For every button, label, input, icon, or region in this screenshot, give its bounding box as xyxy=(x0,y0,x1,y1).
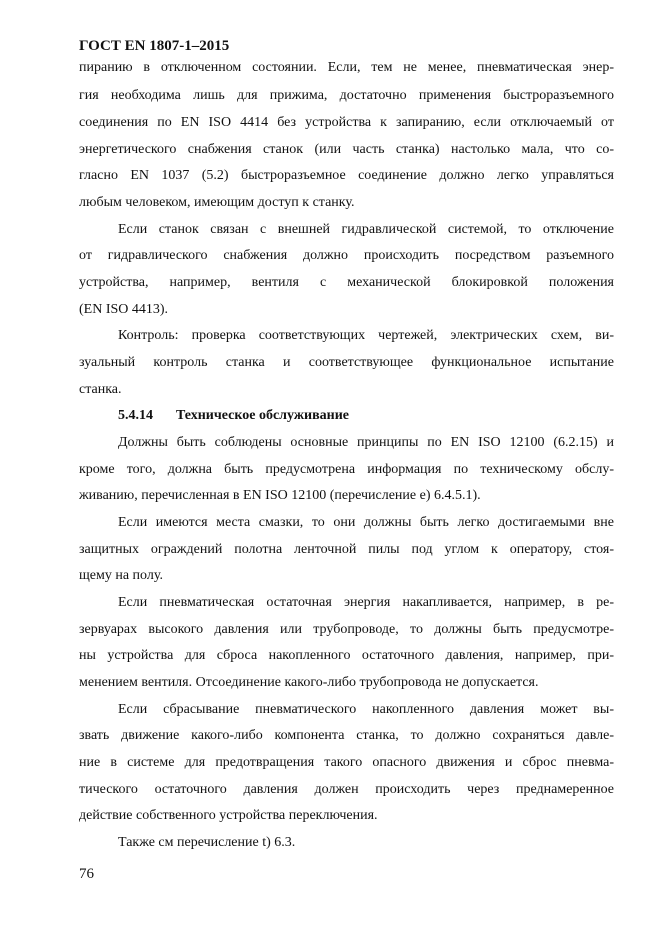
text-line: зуальный контроль станка и соответствующее функциональное испытание xyxy=(79,355,614,370)
text-line: (EN ISO 4413). xyxy=(79,302,169,317)
text-line: звать движение какого-либо компонента станка, то должно сохраняться давле- xyxy=(79,728,614,743)
text-line: соединения по EN ISO 4414 без устройства к запиранию, если отключаемый от xyxy=(79,115,614,130)
page-number: 76 xyxy=(79,866,94,882)
section-heading xyxy=(118,406,349,426)
text-line: станка. xyxy=(79,382,122,397)
text-line: ние в системе для предотвращения такого опасного движения и сброс пневма- xyxy=(79,755,614,770)
text-line: от гидравлического снабжения должно происходить посредством разъемного xyxy=(79,248,614,263)
text-line: тического остаточного давления должен происходить через преднамеренное xyxy=(79,782,614,797)
text-line: менением вентиля. Отсоединение какого-либо трубопровода не допускается. xyxy=(79,675,539,690)
text-line: гия необходима лишь для прижима, достаточно применения быстроразъемного xyxy=(79,88,614,103)
section-title: Техническое обслуживание xyxy=(176,408,349,423)
text-line: защитных ограждений полотна ленточной пилы под углом к оператору, стоя- xyxy=(79,542,614,557)
text-line: ны устройства для сброса накопленного остаточного давления, например, при- xyxy=(79,648,614,663)
text-line: энергетического снабжения станок (или часть станка) настолько мала, что со- xyxy=(79,142,614,157)
paragraph-first-line: Также см перечисление t) 6.3. xyxy=(118,835,296,850)
text-line: кроме того, должна быть предусмотрена информация по техническому обслу- xyxy=(79,462,614,477)
text-line: устройства, например, вентиля с механической блокировкой положения xyxy=(79,275,614,290)
text-line: живанию, перечисленная в EN ISO 12100 (перечисление е) 6.4.5.1). xyxy=(79,488,481,503)
document-header: ГОСТ EN 1807-1–2015 xyxy=(79,38,230,54)
text-line: пиранию в отключенном состоянии. Если, тем не менее, пневматическая энер- xyxy=(79,60,614,75)
paragraph-first-line: Должны быть соблюдены основные принципы по EN ISO 12100 (6.2.15) и xyxy=(118,435,614,450)
text-line: любым человеком, имеющим доступ к станку. xyxy=(79,195,355,210)
paragraph-first-line: Если станок связан с внешней гидравлической системой, то отключение xyxy=(118,222,614,237)
paragraph-first-line: Контроль: проверка соответствующих чертежей, электрических схем, ви- xyxy=(118,328,614,343)
text-line: действие собственного устройства переключения. xyxy=(79,808,378,823)
text-line: зервуарах высокого давления или трубопроводе, то должны быть предусмотре- xyxy=(79,622,614,637)
paragraph-first-line: Если сбрасывание пневматического накопленного давления может вы- xyxy=(118,702,614,717)
text-line: щему на полу. xyxy=(79,568,163,583)
paragraph-first-line: Если имеются места смазки, то они должны быть легко достигаемыми вне xyxy=(118,515,614,530)
section-number: 5.4.14 xyxy=(118,408,153,423)
text-line: гласно EN 1037 (5.2) быстроразъемное соединение должно легко управляться xyxy=(79,168,614,183)
paragraph-first-line: Если пневматическая остаточная энергия накапливается, например, в ре- xyxy=(118,595,614,610)
